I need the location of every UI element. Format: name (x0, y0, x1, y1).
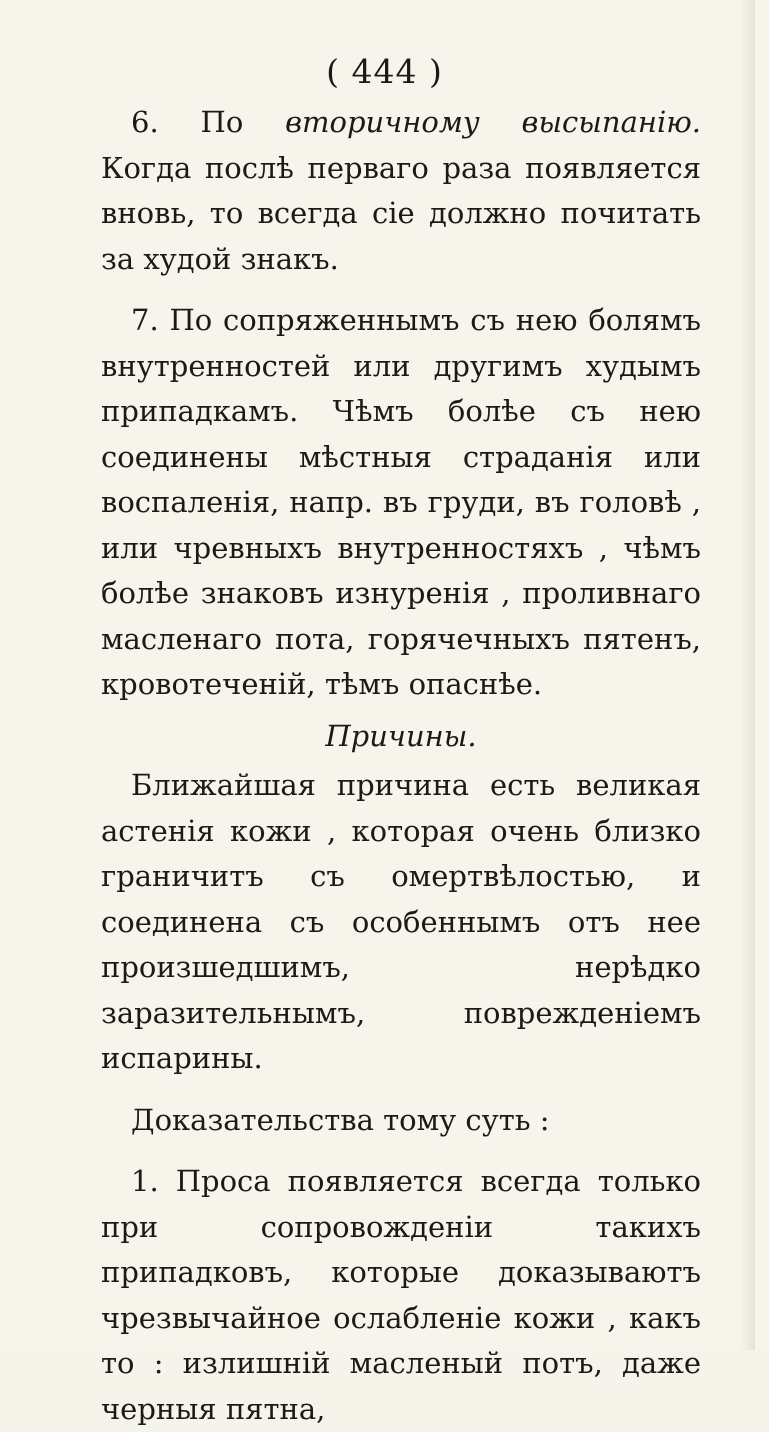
paragraph-item-6 (101, 100, 701, 282)
page-number: ( 444 ) (326, 52, 443, 91)
item-6-emphasis: вторичному высыпанію. (285, 105, 701, 139)
paragraph-proof-1: 1. Проса появляется всегда только при сопровожденіи такихъ припадковъ, которые доказываютъ чрезвычайное ослабленіе кожи , какъ то : излишній масленый потъ, даже черныя пятна, (101, 1164, 701, 1426)
paragraph-proofs-lead: Доказательства тому суть : (131, 1102, 550, 1137)
section-heading-causes: Причины. (325, 718, 477, 753)
page-edge-shadow (741, 0, 755, 1350)
paragraph-item-7: 7. По сопряженнымъ съ нею болямъ внутренностей или другимъ худымъ припадкамъ. Чѣмъ болѣе съ нею соединены мѣстныя страданія или воспаленія, напр. въ груди, въ головѣ , или чревныхъ внутренностяхъ , чѣмъ болѣе знаковъ изнуренія , проливнаго масленаго пота, горячечныхъ пятенъ, кровотеченій, тѣмъ опаснѣе. (101, 303, 701, 701)
item-6-number: 6. По (131, 105, 286, 139)
paragraph-causes: Ближайшая причина есть великая астенія кожи , которая очень близко граничитъ съ омертвѣлостью, и соединена съ особеннымъ отъ нее произшедшимъ, нерѣдко заразительнымъ, повреждeніемъ испарины. (101, 768, 701, 1075)
page-body (101, 100, 701, 1432)
item-6-text: Когда послѣ перваго раза появляется вновь, то всегда сіе должно почитать за худой знакъ. (101, 150, 701, 276)
